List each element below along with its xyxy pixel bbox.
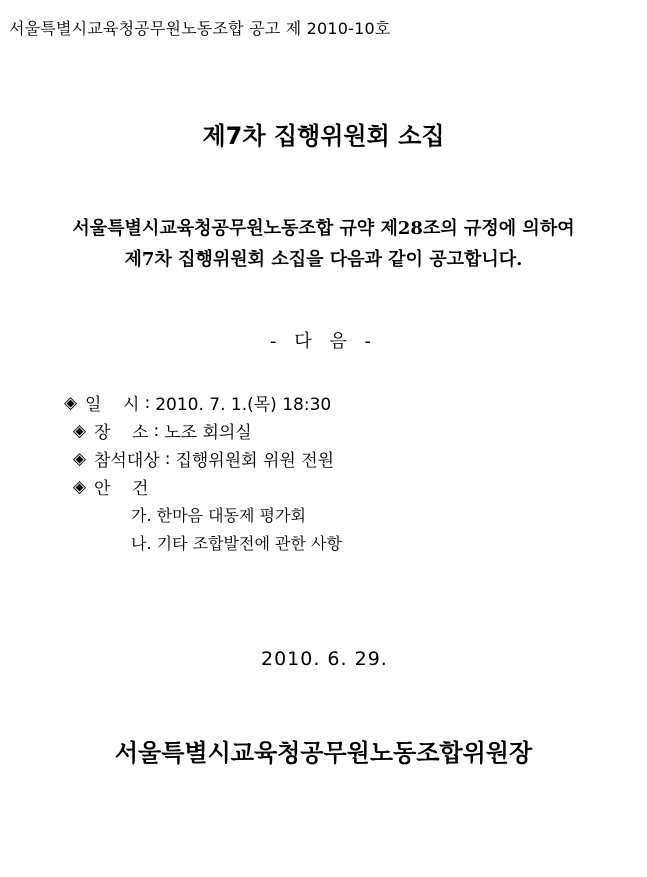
- item-separator: :: [164, 448, 171, 469]
- intro-line: 제7차 집행위원회 소집을 다음과 같이 공고합니다.: [124, 249, 523, 270]
- item-agenda: [71, 474, 148, 499]
- item-label: 참석대상: [94, 451, 160, 471]
- section-heading: - 다 음 -: [270, 331, 377, 352]
- diamond-bullet-icon: ◈: [72, 420, 87, 441]
- intro-paragraph: [0, 213, 647, 275]
- item-attendees: [71, 446, 334, 471]
- item-value: 집행위원회 위원 전원: [175, 451, 335, 471]
- agenda-item: 나. 기타 조합발전에 관한 사항: [131, 534, 342, 553]
- item-label: 일 시: [85, 395, 140, 415]
- item-label: 안 건: [94, 479, 149, 499]
- intro-line: 서울특별시교육청공무원노동조합 규약 제28조의 규정에 의하여: [72, 218, 575, 239]
- signature: 서울특별시교육청공무원노동조합위원장: [114, 739, 533, 767]
- diamond-bullet-icon: ◈: [72, 448, 87, 469]
- item-label: 장 소: [94, 423, 149, 443]
- agenda-item: 가. 한마음 대동제 평가회: [131, 506, 306, 525]
- item-datetime: [62, 390, 331, 415]
- item-location: [71, 418, 252, 443]
- diamond-bullet-icon: ◈: [63, 392, 78, 413]
- item-value: 노조 회의실: [164, 423, 252, 443]
- item-separator: :: [144, 392, 151, 413]
- notice-number: 서울특별시교육청공무원노동조합 공고 제 2010-10호: [9, 19, 391, 38]
- item-separator: :: [153, 420, 160, 441]
- document-title: 제7차 집행위원회 소집: [202, 122, 445, 150]
- diamond-bullet-icon: ◈: [72, 476, 87, 497]
- item-value: 2010. 7. 1.(목) 18:30: [155, 395, 332, 415]
- document-date: 2010. 6. 29.: [261, 648, 388, 670]
